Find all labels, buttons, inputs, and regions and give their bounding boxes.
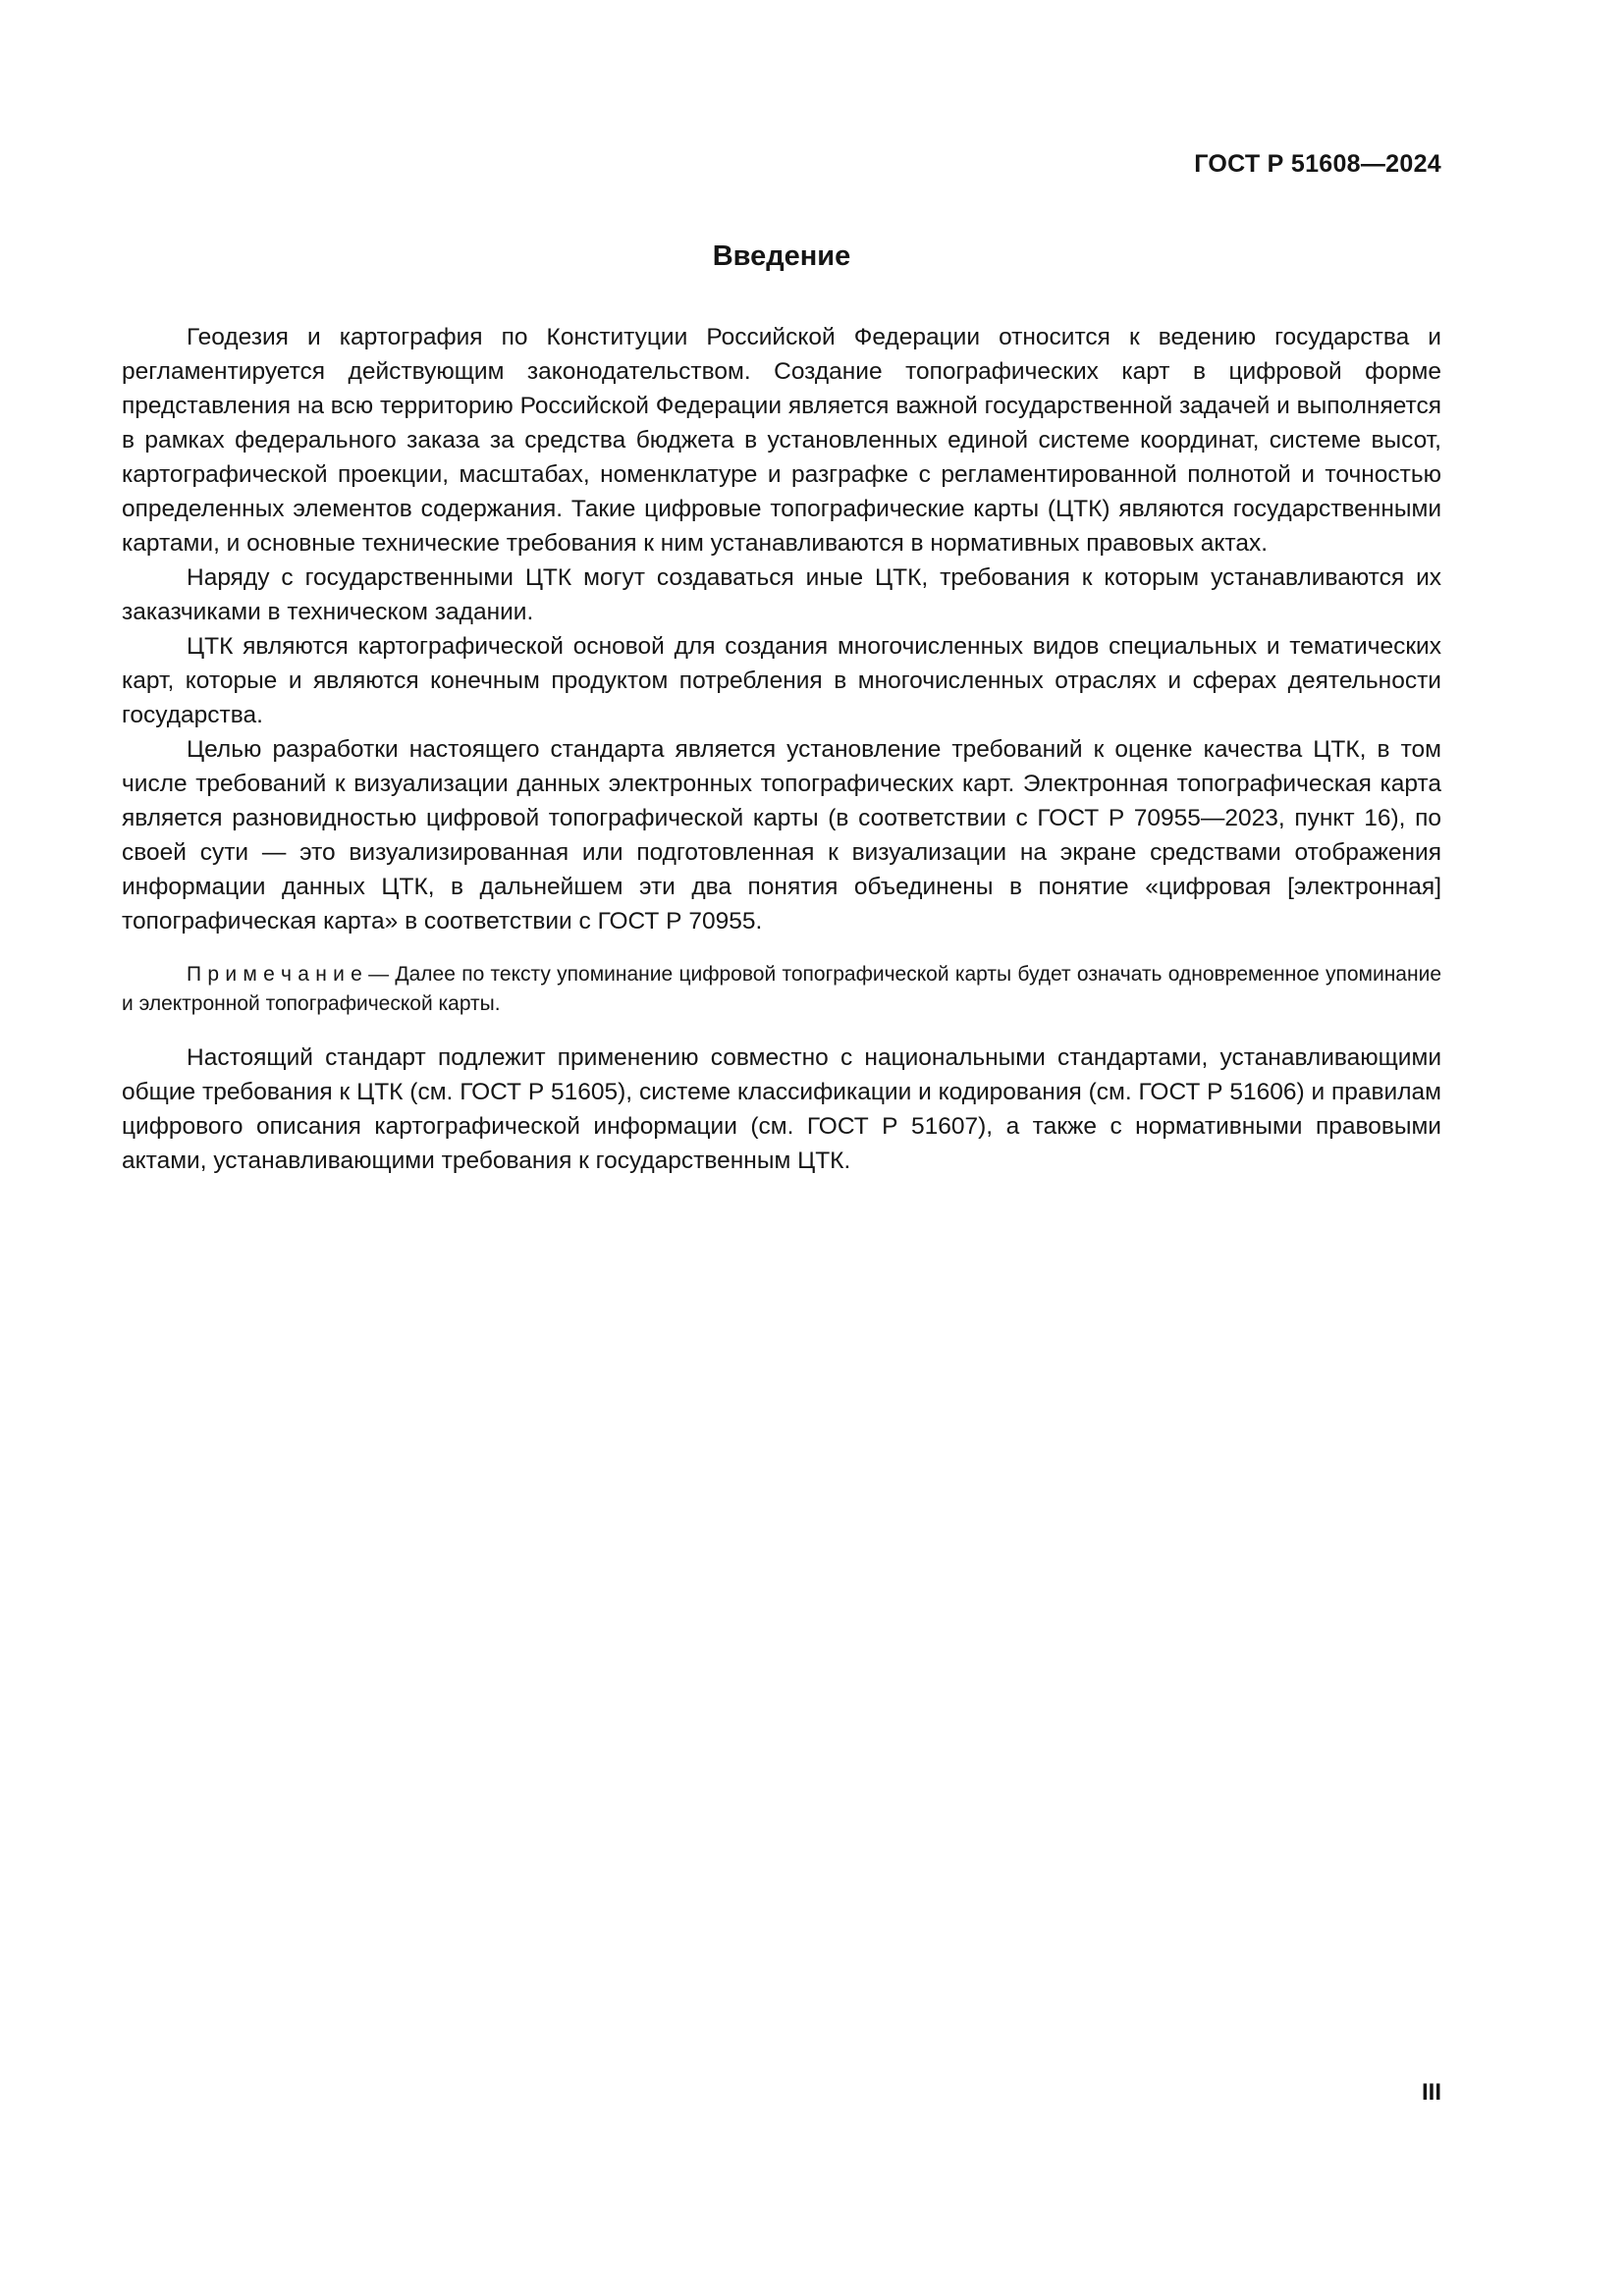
page-title: Введение xyxy=(712,240,851,272)
page-number: III xyxy=(1421,2079,1441,2106)
paragraph-1: Геодезия и картография по Конституции Российской Федерации относится к ведению государства и регламентируется действующим законодательством. Создание топографических карт в цифровой форме представления на всю территорию Российской Федерации является важной государственной задачей и выполняется в рамках федерального заказа за средства бюджета в установленных единой системе координат, системе высот, картографической проекции, масштабах, номенклатуре и разграфке с регламентированной полнотой и точностью определенных элементов содержания. Такие цифровые топографические карты (ЦТК) являются государственными картами, и основные технические требования к ним устанавливаются в нормативных правовых актах. xyxy=(122,324,1441,557)
document-code: ГОСТ Р 51608—2024 xyxy=(1194,150,1441,178)
paragraph-2: Наряду с государственными ЦТК могут создаваться иные ЦТК, требования к которым устанавливаются их заказчиками в техническом задании. xyxy=(122,564,1441,625)
paragraph-3: ЦТК являются картографической основой для создания многочисленных видов специальных и тематических карт, которые и являются конечным продуктом потребления в многочисленных отраслях и сферах деятельности государства. xyxy=(122,633,1441,728)
note-paragraph: П р и м е ч а н и е — Далее по тексту упоминание цифровой топографической карты будет означать одновременное упоминание и электронной топографической карты. xyxy=(122,963,1441,1015)
paragraph-4: Целью разработки настоящего стандарта является установление требований к оценке качества ЦТК, в том числе требований к визуализации данных электронных топографических карт. Электронная топографическая карта является разновидностью цифровой топографической карты (в соответствии с ГОСТ Р 70955—2023, пункт 16), по своей сути — это визуализированная или подготовленная к визуализации на экране средствами отображения информации данных ЦТК, в дальнейшем эти два понятия объединены в понятие «цифровая [электронная] топографическая карта» в соответствии с ГОСТ Р 70955. xyxy=(122,736,1441,934)
closing-paragraph: Настоящий стандарт подлежит применению совместно с национальными стандартами, устанавливающими общие требования к ЦТК (см. ГОСТ Р 51605), системе классификации и кодирования (см. ГОСТ Р 51606) и правилам цифрового описания картографической информации (см. ГОСТ Р 51607), а также с нормативными правовыми актами, устанавливающими требования к государственным ЦТК. xyxy=(122,1044,1441,1174)
